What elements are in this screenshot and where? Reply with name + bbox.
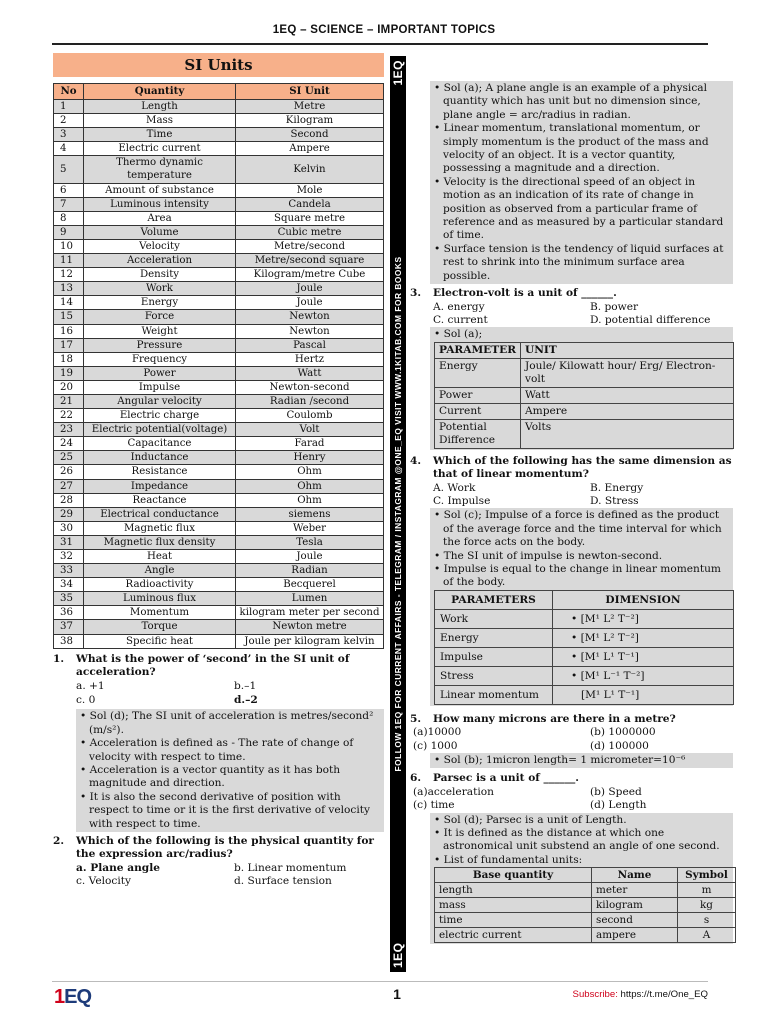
base-quantity-cell: electric current xyxy=(435,928,592,943)
table-row xyxy=(54,550,384,564)
solution-point: • Impulse is equal to the change in linear momentum of the body. xyxy=(434,563,729,590)
solution-point: • Sol (a); A plane angle is an example of a physical quantity which has unit but no dimension since, plane angle = arc/radius in radian. xyxy=(434,82,729,122)
option-c: (c) 1000 xyxy=(413,739,458,752)
row-unit: Ampere xyxy=(236,142,384,156)
row-quantity: Density xyxy=(84,268,236,282)
table-row xyxy=(435,685,734,704)
unit-name-cell: second xyxy=(592,913,678,928)
row-number: 11 xyxy=(54,254,84,268)
option-d: D. Stress xyxy=(590,494,639,507)
solution-2 xyxy=(430,81,733,284)
row-number: 9 xyxy=(54,225,84,239)
table-row xyxy=(435,647,734,666)
row-unit: Mole xyxy=(236,183,384,197)
table-header: Name xyxy=(592,868,678,883)
row-quantity: Force xyxy=(84,310,236,324)
solution-point: • The SI unit of impulse is newton-second. xyxy=(434,550,729,563)
row-number: 8 xyxy=(54,211,84,225)
banner-logo-bottom: 1EQ xyxy=(391,942,405,968)
table-row xyxy=(54,296,384,310)
row-unit: Newton metre xyxy=(236,620,384,634)
table-row xyxy=(54,211,384,225)
row-number: 34 xyxy=(54,578,84,592)
row-unit: Hertz xyxy=(236,352,384,366)
row-number: 13 xyxy=(54,282,84,296)
fundamental-units-table xyxy=(434,867,736,943)
table-row xyxy=(54,352,384,366)
row-quantity: Mass xyxy=(84,114,236,128)
table-row xyxy=(435,609,734,628)
unit-name-cell: kilogram xyxy=(592,898,678,913)
row-number: 37 xyxy=(54,620,84,634)
option-b: B. Energy xyxy=(590,481,644,494)
symbol-cell: kg xyxy=(678,898,736,913)
table-row xyxy=(435,928,736,943)
table-row xyxy=(54,310,384,324)
row-unit: Ohm xyxy=(236,479,384,493)
table-row xyxy=(54,592,384,606)
question-4 xyxy=(410,455,733,706)
table-row xyxy=(54,409,384,423)
table-row xyxy=(435,883,736,898)
row-quantity: Radioactivity xyxy=(84,578,236,592)
table-row xyxy=(435,419,734,448)
row-quantity: Thermo dynamic temperature xyxy=(84,156,236,183)
table-row xyxy=(54,225,384,239)
dimension-cell: • [M¹ L¹ T⁻¹] xyxy=(553,647,734,666)
row-quantity: Pressure xyxy=(84,338,236,352)
row-unit: Second xyxy=(236,128,384,142)
row-number: 32 xyxy=(54,550,84,564)
right-column xyxy=(410,81,733,944)
question-1 xyxy=(53,653,384,832)
unit-cell: Watt xyxy=(521,387,734,403)
table-row xyxy=(54,620,384,634)
table-row xyxy=(435,913,736,928)
option-a: a. Plane angle xyxy=(76,861,160,874)
row-number: 17 xyxy=(54,338,84,352)
table-row xyxy=(54,324,384,338)
option-b: (b) 1000000 xyxy=(590,726,656,739)
row-number: 21 xyxy=(54,394,84,408)
subscribe-link[interactable]: Subscribe: https://t.me/One_EQ xyxy=(572,989,708,1000)
row-number: 19 xyxy=(54,366,84,380)
row-number: 7 xyxy=(54,197,84,211)
question-text: How many microns are there in a metre? xyxy=(433,712,676,725)
solution-point: • Sol (b); 1micron length= 1 micrometer=10⁻⁶ xyxy=(434,754,729,767)
footer-rule xyxy=(52,981,708,982)
option-c: c. 0 xyxy=(76,693,96,706)
row-unit: Ohm xyxy=(236,493,384,507)
vertical-banner xyxy=(390,56,406,972)
question-number: 5. xyxy=(410,712,422,725)
solution-point: • List of fundamental units: xyxy=(434,854,729,867)
row-unit: Cubic metre xyxy=(236,225,384,239)
table-row xyxy=(54,465,384,479)
solution-point: • It is also the second derivative of position with respect to time or it is the first derivative of velocity with respect to time. xyxy=(80,791,380,831)
row-number: 28 xyxy=(54,493,84,507)
row-quantity: Luminous flux xyxy=(84,592,236,606)
banner-logo-top: 1EQ xyxy=(391,60,405,86)
row-unit: Henry xyxy=(236,451,384,465)
row-unit: Candela xyxy=(236,197,384,211)
row-unit: Volt xyxy=(236,423,384,437)
table-row xyxy=(54,142,384,156)
unit-name-cell: meter xyxy=(592,883,678,898)
row-number: 14 xyxy=(54,296,84,310)
table-row xyxy=(54,423,384,437)
solution-4 xyxy=(430,508,733,705)
table-row xyxy=(54,479,384,493)
solution-point: • Sol (a); xyxy=(434,328,729,341)
row-unit: Weber xyxy=(236,521,384,535)
parameter-cell: Work xyxy=(435,609,553,628)
option-b: B. power xyxy=(590,300,639,313)
table-header: DIMENSION xyxy=(553,590,734,609)
row-quantity: Electrical conductance xyxy=(84,507,236,521)
row-unit: Joule xyxy=(236,296,384,310)
row-quantity: Inductance xyxy=(84,451,236,465)
solution-point: • Sol (d); The SI unit of acceleration is metres/second² (m/s²). xyxy=(80,710,380,737)
solution-point: • Acceleration is defined as - The rate of change of velocity with respect to time. xyxy=(80,737,380,764)
table-row xyxy=(54,394,384,408)
row-quantity: Velocity xyxy=(84,239,236,253)
question-text: Electron-volt is a unit of ______. xyxy=(433,287,617,300)
row-number: 6 xyxy=(54,183,84,197)
option-a: A. Work xyxy=(433,481,476,494)
parameter-cell: Impulse xyxy=(435,647,553,666)
row-quantity: Volume xyxy=(84,225,236,239)
unit-name-cell: ampere xyxy=(592,928,678,943)
row-unit: Coulomb xyxy=(236,409,384,423)
table-row xyxy=(54,507,384,521)
table-header: Base quantity xyxy=(435,868,592,883)
table-row xyxy=(435,403,734,419)
row-quantity: Impedance xyxy=(84,479,236,493)
table-row xyxy=(54,606,384,620)
row-quantity: Power xyxy=(84,366,236,380)
row-number: 31 xyxy=(54,535,84,549)
row-number: 33 xyxy=(54,564,84,578)
row-number: 18 xyxy=(54,352,84,366)
row-quantity: Angle xyxy=(84,564,236,578)
table-header: PARAMETER xyxy=(435,342,521,358)
table-row xyxy=(435,628,734,647)
row-number: 38 xyxy=(54,634,84,648)
solution-point: • Acceleration is a vector quantity as it has both magnitude and direction. xyxy=(80,764,380,791)
table-row xyxy=(54,268,384,282)
row-quantity: Angular velocity xyxy=(84,394,236,408)
row-quantity: Energy xyxy=(84,296,236,310)
solution-point: • Velocity is the directional speed of an object in motion as an indication of its rate of change in position as observed from a particular frame of reference and as measured by a particular standard of time. xyxy=(434,176,729,243)
row-quantity: Impulse xyxy=(84,380,236,394)
parameter-cell: Potential Difference xyxy=(435,419,521,448)
row-number: 5 xyxy=(54,156,84,183)
header-rule xyxy=(52,43,708,45)
row-quantity: Momentum xyxy=(84,606,236,620)
question-3 xyxy=(410,287,733,450)
row-unit: Kelvin xyxy=(236,156,384,183)
symbol-cell: A xyxy=(678,928,736,943)
question-number: 6. xyxy=(410,772,422,785)
table-row xyxy=(54,578,384,592)
row-quantity: Electric current xyxy=(84,142,236,156)
row-quantity: Amount of substance xyxy=(84,183,236,197)
option-c: C. Impulse xyxy=(433,494,491,507)
row-unit: Newton xyxy=(236,310,384,324)
question-text: Which of the following has the same dimension as that of linear momentum? xyxy=(433,454,732,481)
parameter-cell: Stress xyxy=(435,666,553,685)
row-number: 12 xyxy=(54,268,84,282)
option-c: (c) time xyxy=(413,799,455,812)
row-number: 29 xyxy=(54,507,84,521)
row-quantity: Resistance xyxy=(84,465,236,479)
row-unit: Newton xyxy=(236,324,384,338)
row-quantity: Magnetic flux xyxy=(84,521,236,535)
solution-point: • Sol (c); Impulse of a force is defined as the product of the average force and the time interval for which the force acts on the body. xyxy=(434,509,729,549)
question-number: 4. xyxy=(410,454,422,467)
row-unit: Metre/second xyxy=(236,239,384,253)
si-units-title: SI Units xyxy=(53,53,384,77)
row-quantity: Frequency xyxy=(84,352,236,366)
dimension-cell: [M¹ L¹ T⁻¹] xyxy=(553,685,734,704)
table-row xyxy=(54,634,384,648)
option-a: A. energy xyxy=(433,300,485,313)
si-units-table xyxy=(53,83,384,649)
table-row xyxy=(54,197,384,211)
question-number: 2. xyxy=(53,834,65,847)
table-row xyxy=(54,183,384,197)
row-unit: Joule xyxy=(236,550,384,564)
row-unit: Pascal xyxy=(236,338,384,352)
table-row xyxy=(54,239,384,253)
table-row xyxy=(54,521,384,535)
row-quantity: Work xyxy=(84,282,236,296)
unit-cell: Volts xyxy=(521,419,734,448)
row-unit: Becquerel xyxy=(236,578,384,592)
table-header: PARAMETERS xyxy=(435,590,553,609)
row-unit: Metre/second square xyxy=(236,254,384,268)
table-row xyxy=(54,366,384,380)
row-unit: Watt xyxy=(236,366,384,380)
row-quantity: Magnetic flux density xyxy=(84,535,236,549)
option-d: D. potential difference xyxy=(590,313,711,326)
option-b: (b) Speed xyxy=(590,785,642,798)
row-number: 2 xyxy=(54,114,84,128)
row-quantity: Reactance xyxy=(84,493,236,507)
row-quantity: Electric potential(voltage) xyxy=(84,423,236,437)
row-number: 20 xyxy=(54,380,84,394)
unit-cell: Joule/ Kilowatt hour/ Erg/ Electron-volt xyxy=(521,358,734,387)
question-number: 1. xyxy=(53,652,65,665)
option-a: (a)acceleration xyxy=(413,785,494,798)
parameter-cell: Energy xyxy=(435,358,521,387)
parameter-cell: Current xyxy=(435,403,521,419)
option-c: c. Velocity xyxy=(76,875,131,888)
banner-text: FOLLOW 1EQ FOR CURRENT AFFAIRS - TELEGRAM / INSTAGRAM @ONE_EQ VISIT WWW.1KITAB.COM FOR BOOKS xyxy=(393,256,403,772)
table-row xyxy=(435,387,734,403)
brand-logo: 1EQ xyxy=(54,986,92,1008)
option-b: b. Linear momentum xyxy=(234,861,347,874)
page-header: 1EQ – SCIENCE – IMPORTANT TOPICS xyxy=(272,24,496,36)
dimension-cell: • [M¹ L² T⁻²] xyxy=(553,628,734,647)
row-number: 22 xyxy=(54,409,84,423)
symbol-cell: s xyxy=(678,913,736,928)
row-unit: Metre xyxy=(236,100,384,114)
table-row xyxy=(54,100,384,114)
left-column xyxy=(53,53,384,889)
row-number: 10 xyxy=(54,239,84,253)
row-number: 24 xyxy=(54,437,84,451)
option-b: b.–1 xyxy=(234,680,257,693)
question-text: Which of the following is the physical quantity for the expression arc/radius? xyxy=(76,834,374,861)
solution-point: • Sol (d); Parsec is a unit of Length. xyxy=(434,814,729,827)
row-quantity: Heat xyxy=(84,550,236,564)
row-number: 36 xyxy=(54,606,84,620)
parameter-unit-table xyxy=(434,342,734,449)
solution-point: • Linear momentum, translational momentum, or simply momentum is the product of the mass and velocity of an object. It is a vector quantity, possessing a magnitude and a direction. xyxy=(434,122,729,176)
solution-point: • It is defined as the distance at which one astronomical unit substend an angle of one second. xyxy=(434,827,729,854)
row-quantity: Torque xyxy=(84,620,236,634)
col-header-quantity: Quantity xyxy=(84,84,236,100)
row-quantity: Acceleration xyxy=(84,254,236,268)
question-2 xyxy=(53,835,384,889)
row-unit: Newton-second xyxy=(236,380,384,394)
table-row xyxy=(435,898,736,913)
table-row xyxy=(54,564,384,578)
table-row xyxy=(54,128,384,142)
dimension-table xyxy=(434,590,734,705)
solution-1 xyxy=(76,709,384,832)
row-unit: siemens xyxy=(236,507,384,521)
table-header: UNIT xyxy=(521,342,734,358)
row-quantity: Length xyxy=(84,100,236,114)
row-unit: kilogram meter per second xyxy=(236,606,384,620)
row-number: 3 xyxy=(54,128,84,142)
table-row xyxy=(54,156,384,183)
question-6 xyxy=(410,772,733,944)
row-number: 4 xyxy=(54,142,84,156)
table-row xyxy=(54,254,384,268)
parameter-cell: Linear momentum xyxy=(435,685,553,704)
row-unit: Tesla xyxy=(236,535,384,549)
question-number: 3. xyxy=(410,287,422,300)
table-row xyxy=(54,493,384,507)
row-quantity: Specific heat xyxy=(84,634,236,648)
question-text: Parsec is a unit of ______. xyxy=(433,772,579,785)
option-d: d.–2 xyxy=(234,693,258,706)
option-a: a. +1 xyxy=(76,680,105,693)
unit-cell: Ampere xyxy=(521,403,734,419)
table-header: Symbol xyxy=(678,868,736,883)
row-unit: Radian /second xyxy=(236,394,384,408)
row-unit: Square metre xyxy=(236,211,384,225)
col-header-no: No xyxy=(54,84,84,100)
question-5 xyxy=(410,713,733,769)
dimension-cell: • [M¹ L⁻¹ T⁻²] xyxy=(553,666,734,685)
row-unit: Lumen xyxy=(236,592,384,606)
row-unit: Kilogram xyxy=(236,114,384,128)
base-quantity-cell: time xyxy=(435,913,592,928)
page-number: 1 xyxy=(393,986,401,1002)
solution-point: • Surface tension is the tendency of liquid surfaces at rest to shrink into the minimum surface area possible. xyxy=(434,243,729,283)
row-number: 30 xyxy=(54,521,84,535)
solution-6 xyxy=(430,813,733,945)
dimension-cell: • [M¹ L² T⁻²] xyxy=(553,609,734,628)
option-d: (d) Length xyxy=(590,799,647,812)
table-row xyxy=(54,380,384,394)
row-unit: Farad xyxy=(236,437,384,451)
row-number: 15 xyxy=(54,310,84,324)
table-row xyxy=(54,282,384,296)
row-quantity: Time xyxy=(84,128,236,142)
row-number: 27 xyxy=(54,479,84,493)
base-quantity-cell: length xyxy=(435,883,592,898)
row-unit: Radian xyxy=(236,564,384,578)
row-unit: Joule xyxy=(236,282,384,296)
option-a: (a)10000 xyxy=(413,726,462,739)
col-header-unit: SI Unit xyxy=(236,84,384,100)
table-row xyxy=(54,437,384,451)
row-number: 35 xyxy=(54,592,84,606)
parameter-cell: Power xyxy=(435,387,521,403)
row-number: 1 xyxy=(54,100,84,114)
row-quantity: Area xyxy=(84,211,236,225)
table-row xyxy=(54,535,384,549)
row-number: 23 xyxy=(54,423,84,437)
row-quantity: Luminous intensity xyxy=(84,197,236,211)
row-unit: Joule per kilogram kelvin xyxy=(236,634,384,648)
table-row xyxy=(54,451,384,465)
table-row xyxy=(435,666,734,685)
row-number: 25 xyxy=(54,451,84,465)
solution-3 xyxy=(430,327,733,449)
parameter-cell: Energy xyxy=(435,628,553,647)
row-number: 16 xyxy=(54,324,84,338)
symbol-cell: m xyxy=(678,883,736,898)
table-row xyxy=(54,114,384,128)
row-quantity: Capacitance xyxy=(84,437,236,451)
row-number: 26 xyxy=(54,465,84,479)
question-text: What is the power of ‘second’ in the SI unit of acceleration? xyxy=(76,652,350,679)
solution-5 xyxy=(430,753,733,768)
option-d: d. Surface tension xyxy=(234,875,332,888)
base-quantity-cell: mass xyxy=(435,898,592,913)
option-d: (d) 100000 xyxy=(590,739,649,752)
table-row xyxy=(54,338,384,352)
row-quantity: Weight xyxy=(84,324,236,338)
row-unit: Kilogram/metre Cube xyxy=(236,268,384,282)
option-c: C. current xyxy=(433,313,488,326)
row-unit: Ohm xyxy=(236,465,384,479)
row-quantity: Electric charge xyxy=(84,409,236,423)
table-row xyxy=(435,358,734,387)
